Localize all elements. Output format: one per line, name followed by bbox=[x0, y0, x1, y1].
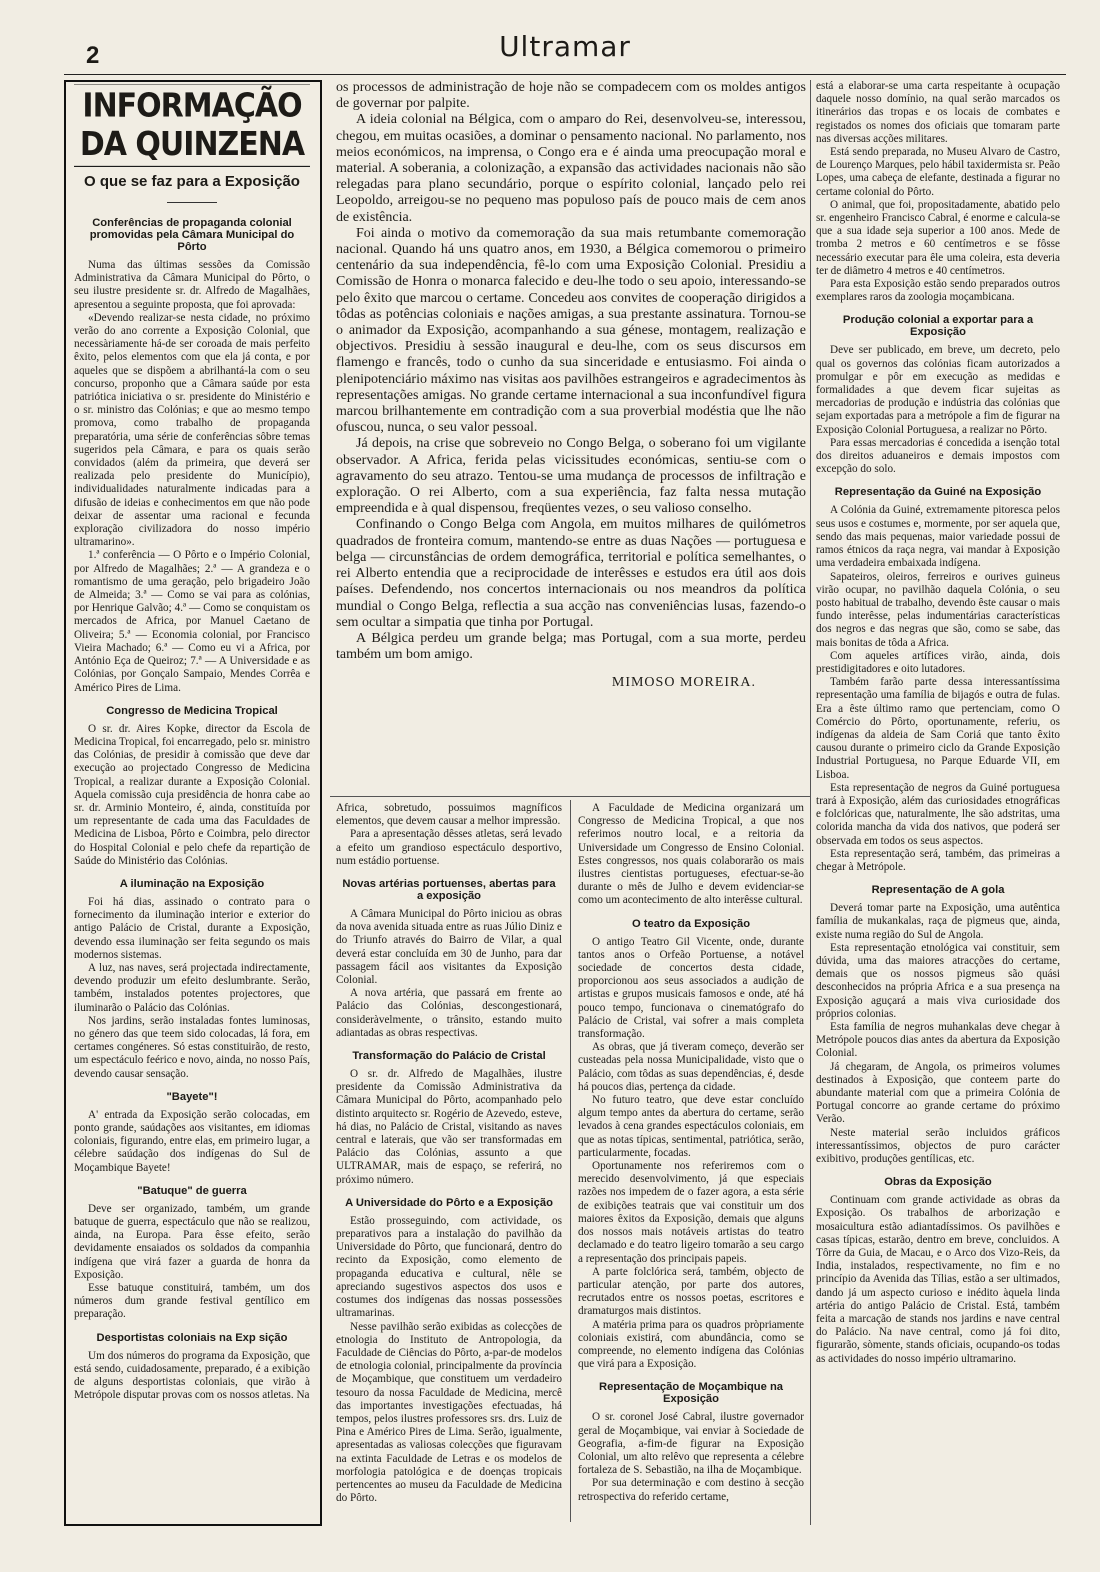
column-2 bbox=[336, 802, 562, 1522]
paragraph: Nesse pavilhão serão exibidas as colecções de etnologia do Instituto de Antropologia, da Faculdade de Ciências do Pôrto, a-par-de modelos de etnologia colonial, principalmente da província de Moçambique, que constituem um verdadeiro tesouro da nossa Faculdade de Medicina, mercê das importantes investigações efectuadas, há tempos, pelos ilustres professores srs. drs. Luiz de Pina e Américo Pires de Lima. Serão, igualmente, apresentadas as valiosas colecções que figuravam na extinta Faculdade de Letras e os modelos de morfologia patológica e de doenças tropicais pertencentes ao museu da Faculdade de Medicina do Pôrto. bbox=[336, 1320, 562, 1505]
paragraph: Foi há dias, assinado o contrato para o fornecimento da iluminação interior e exterior do antigo Palácio de Cristal, durante a Exposição, devendo essa iluminação ser feita segundo os mais modernos sistemas. bbox=[74, 895, 310, 961]
main-article bbox=[336, 80, 806, 790]
heading: Obras da Exposição bbox=[884, 1176, 992, 1189]
paragraph: Estão prosseguindo, com actividade, os preparativos para a instalação do pavilhão da Universidade do Pôrto, que funcionará, dentro do recinto da Exposição, como elemento de propaganda educativa e cultural, nêle se apreciando sugestivos aspectos dos usos e costumes dos indígenas das nossas possessões ultramarinas. bbox=[336, 1214, 562, 1320]
page-header bbox=[64, 28, 1066, 75]
column-4 bbox=[816, 80, 1060, 1524]
masthead: Ultramar bbox=[499, 30, 631, 63]
paragraph: A Faculdade de Medicina organizará um Congresso de Medicina Tropical, a que nos referimos noutro local, e a reitoria da Universidade um Congresso de Ensino Colonial. Estes congressos, nos quais colaborarão os mais ilustres cientistas portugueses, efectuar-se-ão durante o mês de Julho e devem evidenciar-se como um acontecimento de alto interêsse cultural. bbox=[578, 802, 804, 907]
paragraph: No futuro teatro, que deve estar concluído algum tempo antes da abertura do certame, serão levados à cena grandes espectáculos coloniais, em que as notas típicas, sentimental, patriótica, serão, particularmente, focadas. bbox=[578, 1094, 804, 1159]
paragraph: A Câmara Municipal do Pôrto iniciou as obras da nova avenida situada entre as ruas Júlio Diniz e do Triunfo através do Bairro de Vilar, a qual deverá estar concluída em 30 de Junho, para dar passagem fácil aos visitantes da Exposição Colonial. bbox=[336, 908, 562, 987]
paragraph: Africa, sobretudo, possuimos magníficos elementos, que devem causar a melhor impressão. bbox=[336, 802, 562, 828]
paragraph: Sapateiros, oleiros, ferreiros e ourives guineus virão ocupar, no pavilhão daquela Colónia, o seu posto habitual de trabalho, devendo êste causar o mais fundo interêsse, pelas indumentárias características dos negros e das negras que são, como se sabe, das mais bonitas de tôda a Africa. bbox=[816, 570, 1060, 649]
paragraph: Esta representação etnológica vai constituir, sem dúvida, uma das maiores atracções do certame, demais que os nossos pigmeus são quási desconhecidos na própria Africa e a sua presença na Exposição aguçará a mais viva curiosidade dos próprios colonias. bbox=[816, 941, 1060, 1020]
paragraph: Esta representação de negros da Guiné portuguesa trará à Exposição, além das curiosidades etnográficas e folclóricas que, naturalmente, lhe são adstritas, uma colorida mancha da vida dos nativos, que poderá ser observada em todos os seus aspectos. bbox=[816, 781, 1060, 847]
column-rule bbox=[570, 800, 571, 1522]
paragraph: Continuam com grande actividade as obras da Exposição. Os trabalhos de arborização e mosaicultura estão adiantadíssimos. Os pavilhões e casas típicas, estarão, dentro em breve, concluidos. A Tôrre da Guia, de Macau, e o Arco dos Vizo-Reis, da India, instalados, respectivamente, no fim e no princípio da Avenida das Tílias, estão a ser ultimados, dando já um aspecto curioso e inédito àquela linda artéria do antigo Palácio de Cristal. Está, também feita a marcação de stands nos jardins e nave central do Palácio. Na nave central, como já foi dito, figurarão, sòmente, stands oficiais, ocupando-os todas as actividades do nosso império ultramarino. bbox=[816, 1194, 1060, 1365]
heading: Representação de Moçambique na Exposição bbox=[598, 1381, 784, 1406]
paragraph: Foi ainda o motivo da comemoração da sua mais retumbante comemoração nacional. Quando há uns quatro anos, em 1930, a Bélgica comemorou o primeiro centenário da sua independência, fê-lo com uma Exposição Colonial. Presidiu a Comissão de Honra o monarca falecido e deu-lhe todo o seu apoio, interessando-se pelo êxito que marcou o certame. Concedeu aos convites de cooperação dirigidos a tôdas as potências coloniais e nações amigas, a sua prestante assinatura. Tornou-se o animador da Exposição, acompanhando a sua génese, montagem, realização e objectivos. Presidiu à sessão inaugural e deu-lhe, com os seus discursos em flamengo e francês, todo o cunho da sua sinceridade e entusiasmo. Foi ainda o plenipotenciário máximo nas visitas aos pavilhões estrangeiros e agradecimentos às representações amigas. No grande certame internacional a sua inconfundível figura marcou brilhantemente em contradição com a sua proverbial modéstia que lhe não ofuscou, nunca, o seu valor pessoal. bbox=[336, 225, 806, 436]
heading: Congresso de Medicina Tropical bbox=[106, 704, 278, 717]
heading: Representação de A gola bbox=[871, 884, 1005, 897]
paragraph: Deve ser organizado, também, um grande batuque de guerra, espectáculo que não se realizou, ainda, na Europa. Para êsse efeito, serão devidamente ensaiados os soldados da companhia indígena que virá fazer a guarda de honra da Exposição. bbox=[74, 1202, 310, 1281]
heading: Transformação do Palácio de Cristal bbox=[352, 1050, 546, 1063]
paragraph: Para essas mercadorias é concedida a isenção total dos direitos aduaneiros e demais impostos com excepção do solo. bbox=[816, 436, 1060, 476]
paragraph: Neste material serão incluidos gráficos interessantíssimos, objectos de puro carácter exibitivo, produções gentílicas, etc. bbox=[816, 1126, 1060, 1166]
heading: Novas artérias portuenses, abertas para a exposição bbox=[342, 878, 556, 903]
paragraph: O sr. dr. Aires Kopke, director da Escola de Medicina Tropical, foi encarregado, pelo sr. ministro das Colónias, de presidir à comissão que deve dar execução ao projectado Congresso de Medicina Tropical, a realizar durante a Exposição Colonial. Aquela comissão cuja presidência de honra cabe ao sr. dr. Arminio Monteiro, é, ainda, constituída por um representante de cada uma das Faculdades de Medicina de Lisboa, Pôrto e Coimbra, pelo director do Hospital Colonial e pelo chefe da repartição de Saúde do Ministério das Colónias. bbox=[74, 722, 310, 867]
paragraph: 1.ª conferência — O Pôrto e o Império Colonial, por Alfredo de Magalhães; 2.ª — A grandeza e o romantismo de uma geração, pelo brigadeiro João de Almeida; 3.ª — Como se vai para as colónias, por Henrique Galvão; 4.ª — Como se conquistam os mercados de Africa, por Manuel Caetano de Oliveira; 5.ª — Economia colonial, por Francisco Vieira Machado; 6.ª — Como eu vi a Africa, por António Eça de Queiroz; 7.ª — A Universidade e as Colónias, por Gonçalo Sampaio, Mendes Corrêa e Américo Pires de Lima. bbox=[74, 549, 310, 694]
paragraph: A nova artéria, que passará em frente ao Palácio das Colónias, descongestionará, consideràvelmente, o trânsito, estando muito adiantadas as obras respectivas. bbox=[336, 987, 562, 1039]
paragraph: Para a apresentação dêsses atletas, será levado a efeito um grandioso espectáculo desportivo, num estádio portuense. bbox=[336, 828, 562, 867]
paragraph: Deverá tomar parte na Exposição, uma autêntica família de mukankalas, raça de pigmeus que, ainda, existe numa região do Sul de Angola. bbox=[816, 902, 1060, 941]
paragraph: A' entrada da Exposição serão colocadas, em ponto grande, saúdações aos visitantes, em idiomas coloniais, figurando, entre elas, em primeiro lugar, a célebre saúdação dos indígenas do Sul de Moçambique Bayete! bbox=[74, 1108, 310, 1174]
page-number: 2 bbox=[86, 42, 100, 69]
paragraph: Já chegaram, de Angola, os primeiros volumes destinados à Exposição, que conteem parte do abundante material com que a primeira Colónia de Portugal concorre ao grande certame do próximo Verão. bbox=[816, 1060, 1060, 1126]
paragraph: O sr. coronel José Cabral, ilustre governador geral de Moçambique, vai enviar à Sociedade de Geografia, a-fim-de figurar na Exposição Colonial, um alto relêvo que representa a célebre fortaleza de S. Sebastião, na ilha de Moçambique. bbox=[578, 1411, 804, 1477]
heading: A Universidade do Pôrto e a Exposição bbox=[345, 1196, 553, 1209]
signature: MIMOSO MOREIRA. bbox=[611, 675, 756, 691]
column-1 bbox=[74, 84, 310, 1514]
paragraph: O animal, que foi, propositadamente, abatido pelo sr. engenheiro Francisco Cabral, é enorme e calcula-se que a sua idade seja superior a 100 anos. Mede de tromba 2 metros e 60 centímetros e se fôsse necessário executar para êle uma coleira, esta deveria ter de diâmetro 4 metros e 40 centímetros. bbox=[816, 198, 1060, 277]
paragraph: A Bélgica perdeu um grande belga; mas Portugal, com a sua morte, perdeu também um bom amigo. bbox=[336, 630, 806, 663]
paragraph: Já depois, na crise que sobreveio no Congo Belga, o soberano foi um vigilante observador. A Africa, ferida pelas vicissitudes económicas, sentiu-se com o agravamento do seu atrazo. Tentou-se uma mudança de processos de infiltração e exploração. O rei Alberto, com a sua experiência, faz falta nessa mutação empreendida e à qual dispensou, freqüentes vezes, o seu valioso conselho. bbox=[336, 436, 806, 517]
heading: Produção colonial a exportar para a Exposição bbox=[842, 314, 1034, 339]
heading: A iluminação na Exposição bbox=[119, 877, 265, 890]
horizontal-rule bbox=[330, 796, 810, 797]
heading: "Batuque" de guerra bbox=[137, 1184, 247, 1197]
divider bbox=[167, 202, 217, 203]
paragraph: O sr. dr. Alfredo de Magalhães, ilustre presidente da Comissão Administrativa da Câmara Municipal do Pôrto, acompanhado pelo distinto arquitecto sr. Rogério de Azevedo, esteve, há dias, no Palácio de Cristal, visitando as naves central e laterais, que vão ser transformadas em Palácio das Colónias, assunto a que ULTRAMAR, mais de espaço, se referirá, no próximo número. bbox=[336, 1068, 562, 1186]
paragraph: Deve ser publicado, em breve, um decreto, pelo qual os governos das colónias ficam autorizados a promulgar e pôr em execução as medidas e formalidades a que devem ficar sujeitas as mercadorias de produção e indústria das colónias que sejam exportadas para a metrópole a fim de figurar na Exposição Colonial Portuguesa, a realizar no Pôrto. bbox=[816, 344, 1060, 436]
paragraph: Esta família de negros muhankalas deve chegar à Metrópole poucos dias antes da abertura da Exposição Colonial. bbox=[816, 1021, 1060, 1060]
paragraph: A Colónia da Guiné, extremamente pitoresca pelos seus usos e costumes e, mormente, por ser aquela que, sendo das mais pequenas, maior variedade possui de ramos étnicos da raça negra, vai mandar à Exposição uma verdadeira embaixada indígena. bbox=[816, 504, 1060, 570]
paragraph: A matéria prima para os quadros pròpriamente coloniais existirá, com abundância, como se compreende, no elemento indígena das Colónias que virá para a Exposição. bbox=[578, 1318, 804, 1371]
paragraph: A ideia colonial na Bélgica, com o amparo do Rei, desenvolveu-se, interessou, chegou, em muitas ocasiões, a dominar o pensamento nacional. No parlamento, nos meios económicos, na imprensa, o Congo era e é ainda uma preocupação moral e material. A soberania, a colonização, a expansão das actividades nacionais não são relegadas para plano secundário, porque o espírito colonial, lançado pelo rei Leopoldo, arreigou-se no pequeno mas populoso país de pouco mais de cem anos de existência. bbox=[336, 112, 806, 225]
paragraph: Também farão parte dessa interessantíssima representação uma família de bijagós e outra de fulas. Era a êste último ramo que pertenciam, como O Comércio do Pôrto, oportunamente, referiu, os indígenas da aldeia de Sam Coriá que tanto êxito causou durante o primeiro ciclo da Grande Exposição Industrial Portuguesa, no Parque Eduarde VII, em Lisboa. bbox=[816, 676, 1060, 781]
section-kicker: INFORMAÇÃO DA QUINZENA bbox=[74, 84, 310, 167]
paragraph: está a elaborar-se uma carta respeitante à ocupação daquele nosso domínio, na qual serão marcados os itinerários das tropas e os locais de combates e registados os nomes dos oficiais que tomaram parte nas diversas acções militares. bbox=[816, 80, 1060, 145]
column-3 bbox=[578, 802, 804, 1522]
column-rule bbox=[810, 80, 811, 1525]
paragraph: os processos de administração de hoje não se compadecem com os moldes antigos de governar por palpite. bbox=[336, 80, 806, 112]
paragraph: A parte folclórica será, também, objecto de particular atenção, por parte dos autores, recrutados entre os nossos poetas, escritores e dramaturgos mais distintos. bbox=[578, 1265, 804, 1318]
paragraph: Por sua determinação e com destino à secção retrospectiva do referido certame, bbox=[578, 1477, 804, 1503]
paragraph: «Devendo realizar-se nesta cidade, no próximo verão do ano corrente a Exposição Colonial, que necessàriamente há-de ser coroada de mais perfeito êxito, pelos elementos com que ela já conta, e por aqueles que se dispõem a abrilhantá-la com o seu concurso, proponho que a Câmara saúde por esta patriótica iniciativa o sr. presidente do Ministério e o sr. ministro das Colónias; e que ao mesmo tempo promova, como trabalho de propaganda preparatória, uma série de conferências sôbre temas sugeridos pela Câmara, e para os quais serão convidados (além da primeira, que deverá ser realizada pelo presidente do Município), individualidades naturalmente indicadas para a difusão de ideias e conhecimentos em que não pode deixar de assentar uma racional e fecunda exploração civilizadora do nosso império ultramarino». bbox=[74, 311, 310, 549]
paragraph: Está sendo preparada, no Museu Alvaro de Castro, de Lourenço Marques, pelo hábil taxidermista sr. Peão Lopes, uma cabeça de elefante, destinada a figurar no certame colonial do Pôrto. bbox=[816, 146, 1060, 198]
paragraph: Com aqueles artífices virão, ainda, dois prestidigitadores e oito lutadores. bbox=[816, 649, 1060, 675]
heading: Conferências de propaganda colonial promovidas pela Câmara Municipal do Pôrto bbox=[89, 217, 295, 253]
paragraph: A luz, nas naves, será projectada indirectamente, devendo produzir um efeito deslumbrante. Serão, também, instalados potentes projectores, que iluminarão o Palácio das Colónias. bbox=[74, 961, 310, 1014]
heading: Desportistas coloniais na Exp sição bbox=[96, 1331, 288, 1344]
paragraph: Esta representação será, também, das primeiras a chegar à Metrópole. bbox=[816, 847, 1060, 873]
heading: O teatro da Exposição bbox=[631, 917, 751, 930]
paragraph: Para esta Exposição estão sendo preparados outros exemplares raros da zoologia moçambicana. bbox=[816, 278, 1060, 304]
heading: Representação da Guiné na Exposição bbox=[834, 486, 1042, 499]
paragraph: Um dos números do programa da Exposição, que está sendo, cuidadosamente, preparado, é a exibição de alguns desportistas coloniais, que virão à Metrópole disputar provas com os nossos atletas. Na bbox=[74, 1349, 310, 1402]
paragraph: Oportunamente nos referiremos com o merecido desenvolvimento, já que especiais razões nos impedem de o fazer agora, a esta série de exibições teatrais que vai constituir um dos maiores êxitos da Exposição, demais que alguns dos nossos mais notáveis artistas do teatro declamado e do teatro ligeiro tomarão a seu cargo a representação dos principais papeis. bbox=[578, 1160, 804, 1265]
section-subtitle: O que se faz para a Exposição bbox=[84, 173, 300, 190]
paragraph: O antigo Teatro Gil Vicente, onde, durante tantos anos o Orfeão Portuense, a notável sociedade de concertos desta cidade, proporcionou aos seus associados a audição de artistas e grupos musicais famosos e onde, até há pouco tempo, funcionava o cinematógrafo do Palácio de Cristal, vai sofrer a mais completa transformação. bbox=[578, 935, 804, 1041]
paragraph: Numa das últimas sessões da Comissão Administrativa da Câmara Municipal do Pôrto, o seu ilustre presidente sr. dr. Alfredo de Magalhães, apresentou a seguinte proposta, que foi aprovada: bbox=[74, 259, 310, 311]
paragraph: Confinando o Congo Belga com Angola, em muitos milhares de quilómetros quadrados de fronteira comum, mantendo-se entre as duas Nações — portuguesa e belga — circunstâncias de ordem demográfica, territorial e política semelhantes, o rei Alberto entendia que a reciprocidade de interêsses e estudos era útil aos dois países. Defendendo, nos concertos internacionais ou nos meandros da política mundial o Congo Belga, reflectia a sua acção nas conveniências lusas, fazendo-o sem ocultar a simpatia que tinha por Portugal. bbox=[336, 517, 806, 630]
paragraph: Esse batuque constituirá, também, um dos números dum grande festival gentílico em preparação. bbox=[74, 1282, 310, 1321]
paragraph: Nos jardins, serão instaladas fontes luminosas, no género das que teem sido colocadas, lá fora, em certames congéneres. Só estas constituirão, de resto, um espectáculo feérico e novo, ainda, no nosso País, devendo causar sensação. bbox=[74, 1014, 310, 1080]
paragraph: As obras, que já tiveram começo, deverão ser custeadas pela nossa Municipalidade, visto que o Palácio, com tôdas as suas dependências, é, desde há poucos dias, pertença da cidade. bbox=[578, 1041, 804, 1093]
heading: "Bayete"! bbox=[166, 1090, 218, 1103]
